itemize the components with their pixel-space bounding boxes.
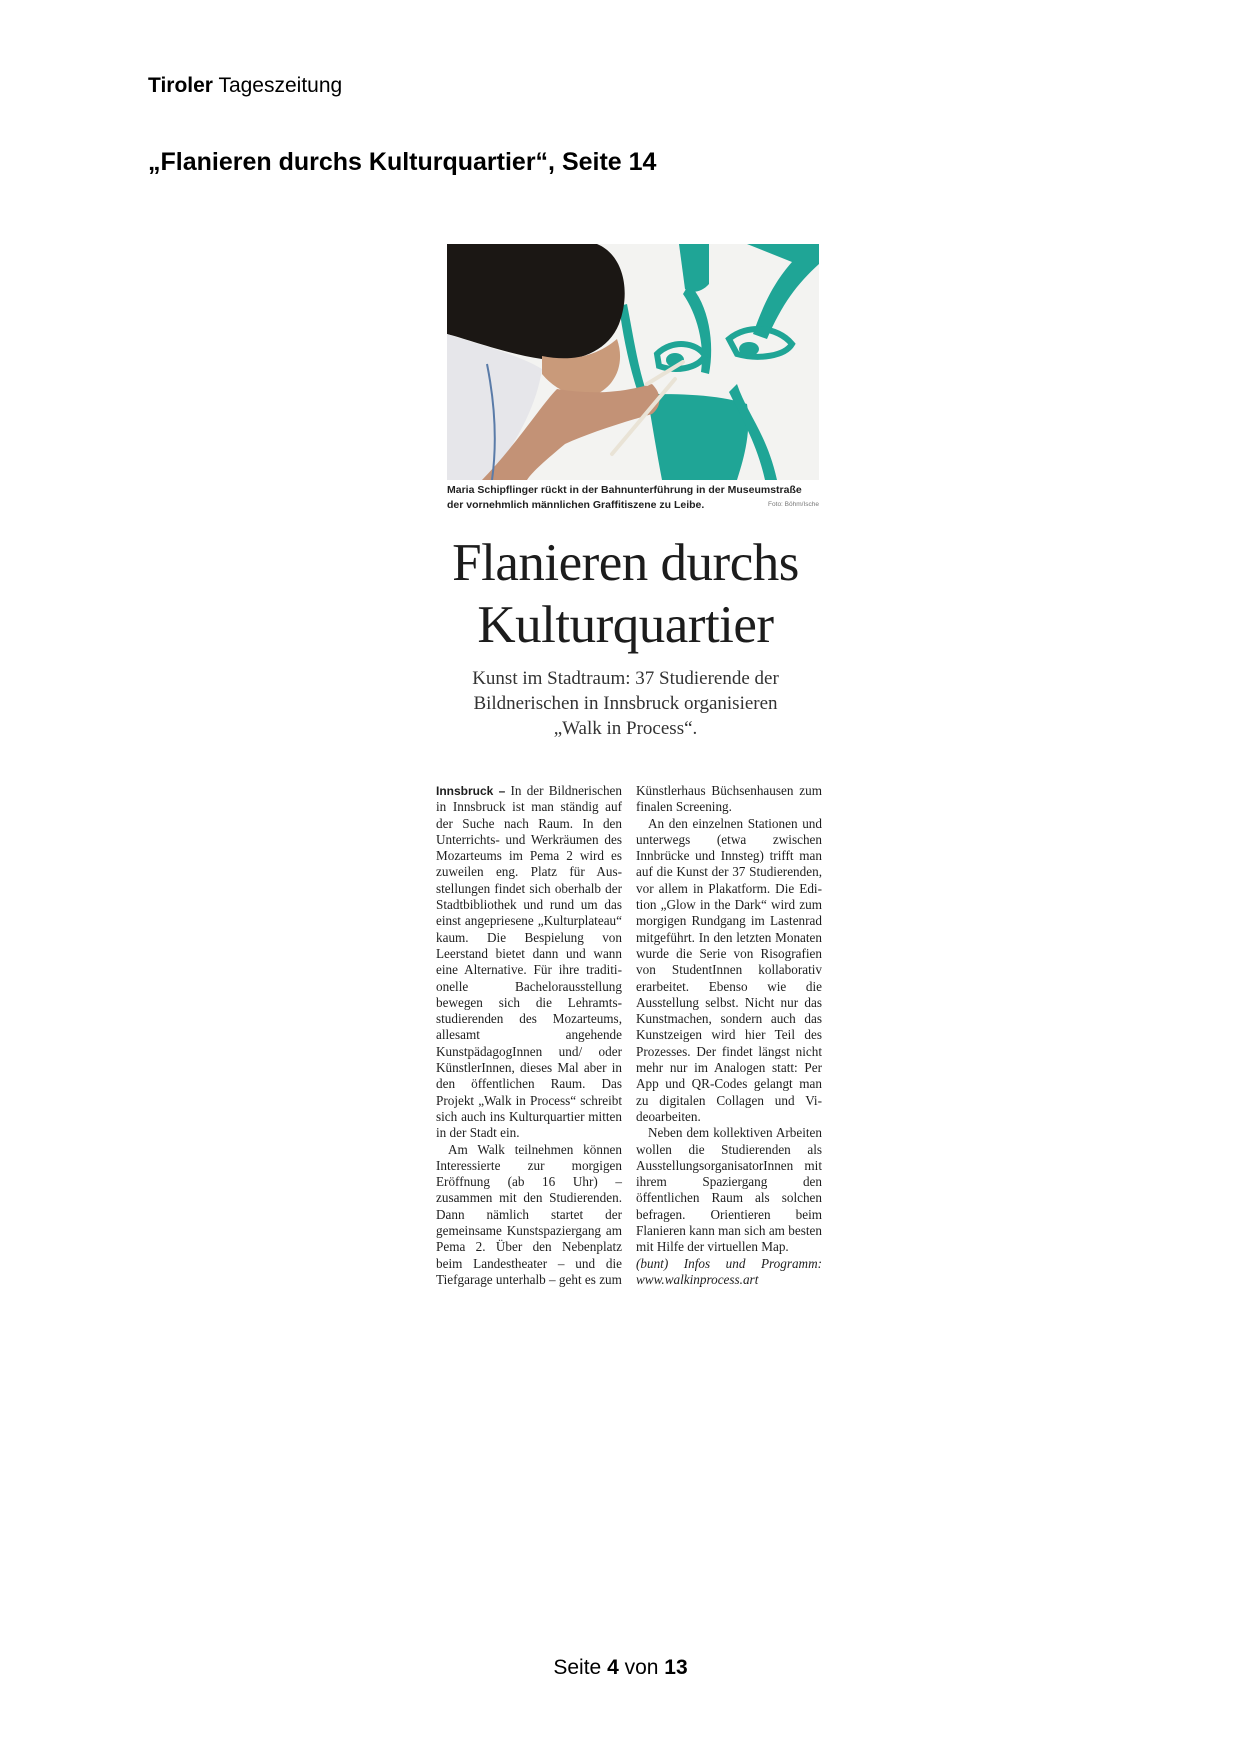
publication-name-bold: Tiroler	[148, 74, 213, 97]
article-column-left	[436, 783, 622, 1288]
article-column-right	[636, 783, 822, 1288]
footer-of: von	[624, 1656, 659, 1679]
article-photo	[447, 244, 819, 480]
publication-name-rest: Tageszeitung	[218, 74, 343, 97]
article-headline	[427, 532, 824, 656]
photo-credit: Foto: Böhm/Ische	[768, 501, 819, 508]
paragraph: Künstlerhaus Büchsenhausen zum finalen Screening.	[636, 783, 822, 815]
newspaper-clipping	[427, 240, 824, 1360]
photo-caption: Maria Schipflinger rückt in der Bahnunterführung in der Museumstraße der vornehmlich männlichen Graffitiszene zu Leibe.	[447, 484, 802, 511]
article-subline: Kunst im Stadtraum: 37 Studierende der Bildnerischen in Innsbruck organisieren „Walk in Process“.	[472, 668, 779, 739]
footer-page-total: 13	[664, 1656, 688, 1679]
paragraph: Am Walk teilnehmen können Interessierte zur morgigen Eröffnung (ab 16 Uhr) – zusammen mit den Studierenden. Dann nämlich startet der gemeinsame Kunstspaziergang am Pema 2. Über den Nebenplatz beim Landestheater – und die Tiefgarage unterhalb – geht es zum	[436, 1141, 622, 1287]
paragraph: An den einzelnen Stationen und unterwegs (etwa zwischen Innbrücke und Innsteg) trifft man auf die Kunst der 37 Studierenden, vor allem in Plakatform. Die Edition „Glow in the Dark“ wird zum morgigen Rundgang im Lastenrad mitgeführt. In den letzten Monaten wurde die Serie von Risografien von StudentInnen kollaborativ erarbeitet. Ebenso wie die Ausstellung selbst. Nicht nur das Kunstmachen, sondern auch das Kunstzeigen wird hier Teil des Prozesses. Der findet längst nicht mehr nur im Analogen statt: Per App und QR-Codes gelangt man zu digitalen Collagen und Videoarbeiten.	[636, 815, 822, 1124]
headline-line-1: Flanieren durchs	[452, 534, 799, 592]
dateline: Innsbruck –	[436, 784, 506, 798]
document-title: „Flanieren durchs Kulturquartier“, Seite 14	[148, 148, 657, 176]
paragraph	[436, 783, 622, 1142]
paragraph-text: In der Bildnerischen in Innsbruck ist man ständig auf der Suche nach Raum. In den Unterrichts- und Werkräumen des Mozarteums im Pema 2 wird es zuweilen eng. Platz für Ausstellungen findet sich oberhalb der Stadtbibliothek und rund um das einst angepriesene „Kulturplateau“ kaum. Die Bespielung von Leerstand bietet dann und wann eine Alternative. Für ihre traditionelle Bachelorausstellung bewegen sich die Lehramtsstudierenden des Mozarteums, allesamt angehende KunstpädagogInnen und/ oder KünstlerInnen, dieses Mal aber in den öffentlichen Raum. Das Projekt „Walk in Process“ schreibt sich auch ins Kulturquartier mitten in der Stadt ein.	[436, 783, 622, 1141]
footer-page-number: 4	[607, 1656, 619, 1679]
publication-name	[148, 74, 342, 98]
page-footer	[0, 1656, 1241, 1680]
author-and-link: (bunt) Infos und Programm: www.walkinprocess.art	[636, 1255, 822, 1287]
headline-line-2: Kulturquartier	[477, 596, 774, 654]
mural-painting-illustration	[447, 244, 819, 480]
footer-prefix: Seite	[553, 1656, 602, 1679]
paragraph: Neben dem kollektiven Arbeiten wollen die Studierenden als AusstellungsorganisatorInnen mit ihrem Spaziergang den öffentlichen Raum als solchen befragen. Orientieren beim Flanieren kann man sich am besten mit Hilfe der virtuellen Map.	[636, 1125, 822, 1255]
